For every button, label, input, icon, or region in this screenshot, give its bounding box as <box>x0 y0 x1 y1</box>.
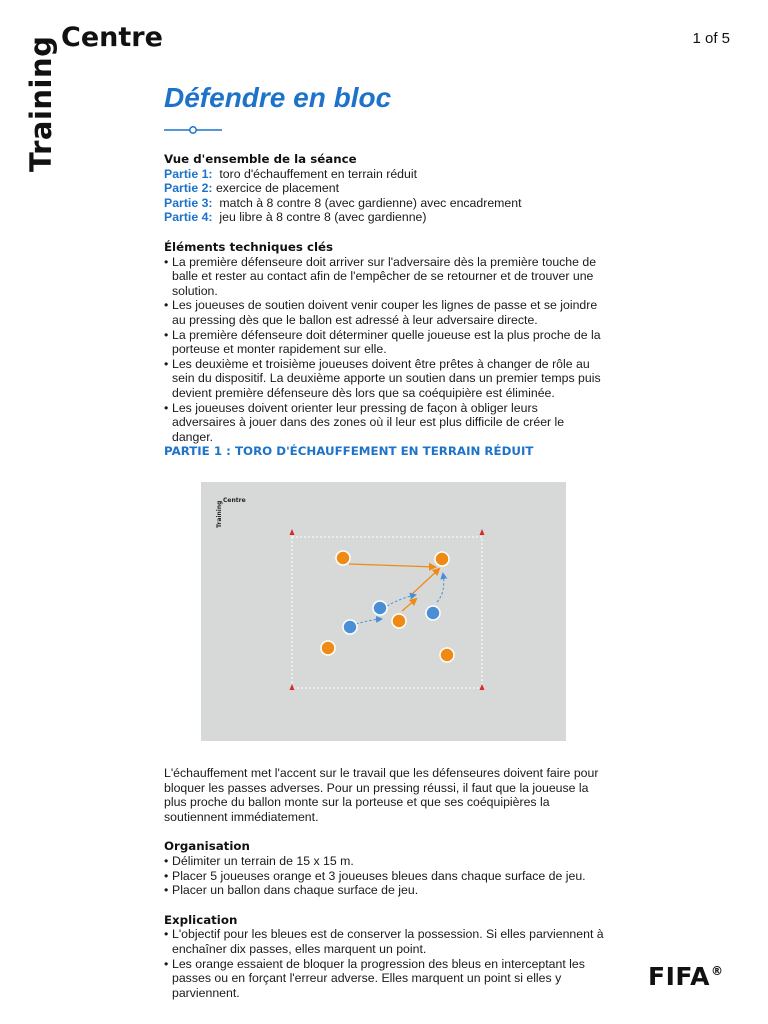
orange-player <box>392 614 406 628</box>
drill-diagram <box>201 482 566 741</box>
overview-part-3 <box>164 196 604 211</box>
overview-part-4 <box>164 210 604 225</box>
part1-intro: L'échauffement met l'accent sur le travail que les défenseures doivent faire pour bloquer les passes adverses. Pour un pressing réussi, il faut que la joueuse la plus proche du ballon monte sur la porteuse et que ses coéquipières la soutiennent immédiatement. <box>164 766 599 824</box>
part-label: Partie 4: <box>164 210 213 225</box>
list-item: • La première défenseure doit déterminer quelle joueuse est la plus proche de la porteuse et monter rapidement sur elle. <box>164 328 604 357</box>
session-overview <box>164 152 604 444</box>
overview-part-1 <box>164 167 604 182</box>
list-item: • Les deuxième et troisième joueuses doivent être prêtes à changer de rôle au sein du dispositif. La deuxième apporte un soutien dans un premier temps puis devient première défenseure dès lors que sa coéquipière est éliminée. <box>164 357 604 401</box>
orange-player <box>336 551 350 565</box>
fifa-logo <box>648 962 723 991</box>
list-item: • Les joueuses doivent orienter leur pressing de façon à obliger leurs adversaires à jouer dans des zones où il leur est plus difficile de créer le danger. <box>164 401 604 445</box>
key-elements-list <box>164 255 604 445</box>
blue-player <box>426 606 440 620</box>
list-item: • Placer un ballon dans chaque surface de jeu. <box>164 883 604 898</box>
list-item: • Placer 5 joueuses orange et 3 joueuses bleues dans chaque surface de jeu. <box>164 869 604 884</box>
page-indicator: 1 of 5 <box>692 30 730 47</box>
blue-player <box>373 601 387 615</box>
title-underline-ornament <box>164 122 222 138</box>
part-text: exercice de placement <box>215 181 339 196</box>
orange-player <box>440 648 454 662</box>
part1-description <box>164 766 604 1000</box>
part-text: jeu libre à 8 contre 8 (avec gardienne) <box>219 210 427 225</box>
part-label: Partie 3: <box>164 195 213 210</box>
fifa-logo-text: FIFA <box>648 962 710 991</box>
explication-list <box>164 927 604 1000</box>
organisation-heading: Organisation <box>164 839 250 854</box>
orange-player <box>435 552 449 566</box>
part-text: toro d'échauffement en terrain réduit <box>219 166 418 181</box>
brand-training-text: Training <box>24 35 58 172</box>
key-elements-heading: Éléments techniques clés <box>164 239 334 254</box>
list-item: • Délimiter un terrain de 15 x 15 m. <box>164 854 604 869</box>
overview-part-2 <box>164 181 604 196</box>
diagram-logo-centre: Centre <box>223 497 246 504</box>
part-text: match à 8 contre 8 (avec gardienne) avec encadrement <box>219 195 522 210</box>
organisation-list <box>164 854 604 898</box>
part-label: Partie 2: <box>164 181 213 196</box>
blue-player <box>343 620 357 634</box>
overview-heading: Vue d'ensemble de la séance <box>164 152 357 166</box>
orange-player <box>321 641 335 655</box>
diagram-logo-training: Training <box>216 500 223 528</box>
list-item: • Les joueuses de soutien doivent venir couper les lignes de passe et se joindre au pressing dès que le ballon est adressé à leur adversaire directe. <box>164 298 604 327</box>
registered-mark: ® <box>710 964 724 978</box>
part1-section-title: PARTIE 1 : TORO D'ÉCHAUFFEMENT EN TERRAIN RÉDUIT <box>164 444 534 458</box>
list-item: • La première défenseure doit arriver sur l'adversaire dès la première touche de balle et rester au contact afin de l'empêcher de se retourner et de trouver une solution. <box>164 255 604 299</box>
list-item: • L'objectif pour les bleues est de conserver la possession. Si elles parviennent à enchaîner dix passes, elles marquent un point. <box>164 927 604 956</box>
list-item: • Les orange essaient de bloquer la progression des bleus en interceptant les passes ou en forçant l'erreur adverse. Elles marquent un point si elles y parviennent. <box>164 957 604 1001</box>
brand-centre-text: Centre <box>61 22 163 53</box>
page-title: Défendre en bloc <box>164 82 392 113</box>
part-label: Partie 1: <box>164 166 213 181</box>
explication-heading: Explication <box>164 912 238 927</box>
